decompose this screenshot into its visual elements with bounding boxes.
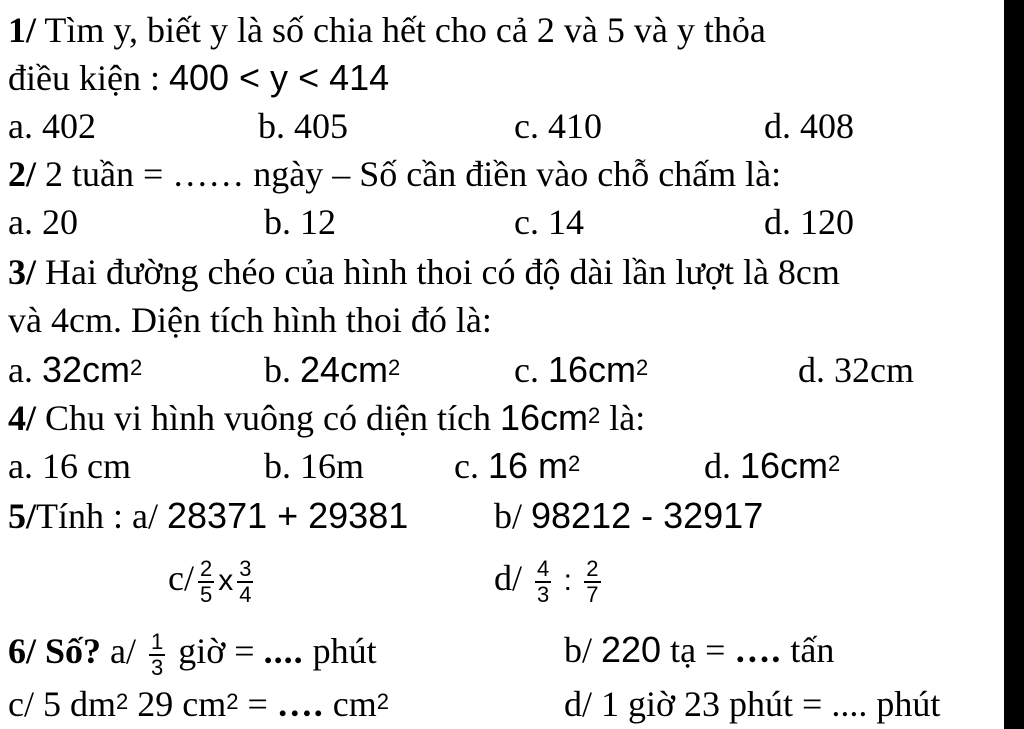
question-1-option-c: c. 410 (514, 106, 602, 146)
question-6-c: c/ 5 $dm^2$ 29 $cm^2$ = …. $cm^2$ (8, 684, 390, 724)
question-3 (8, 250, 840, 294)
question-1 (8, 8, 766, 52)
question-4-option-d: d. $16cm^2$ (704, 445, 841, 486)
question-5-d: d/ $\frac{4}{3}$ : $\frac{2}{7}$ (494, 555, 599, 607)
question-2-option-a: a. 20 (8, 202, 78, 242)
question-4-option-a: a. 16 cm (8, 446, 131, 486)
question-3-option-c: c. $16cm^2$ (514, 349, 649, 390)
question-6: 6/ Số? a/ $\frac{1}{3}$ giờ = .... phút (8, 628, 377, 680)
question-2-option-c: c. 14 (514, 202, 584, 242)
question-1-inequality: 400 < y < 414 (168, 57, 390, 98)
question-4-number: 4/ (8, 398, 37, 438)
question-3-option-d: d. 32cm (798, 350, 914, 390)
question-1-option-a: a. 402 (8, 106, 96, 146)
fraction-2-5: $\frac{2}{5}$ (199, 555, 213, 607)
question-5-b-expression: 98212 - 32917 (531, 495, 764, 536)
question-5: 5/Tính : a/ 28371 + 29381 (8, 495, 409, 536)
fraction-2-7: $\frac{2}{7}$ (586, 555, 599, 607)
question-3-text: Hai đường chéo của hình thoi có độ dài lần lượt là 8cm (36, 252, 840, 292)
question-5-b: b/ 98212 - 32917 (494, 495, 764, 536)
question-2 (8, 152, 781, 196)
question-5-number: 5/ (8, 496, 37, 536)
question-4-area: 16cm (499, 397, 589, 438)
question-1-option-b: b. 405 (258, 106, 348, 146)
question-3-option-b: b. $24cm^2$ (264, 349, 401, 390)
question-6-number: 6/ Số? (8, 631, 102, 671)
question-4-option-b: b. 16m (264, 446, 365, 486)
question-2-text: 2 tuần = …… ngày – Số cần điền vào chỗ chấm là: (36, 154, 782, 194)
question-5-c: c/ $\frac{2}{5}$ x $\frac{3}{4}$ (168, 555, 252, 607)
question-6-b: b/ 220 tạ = …. tấn (564, 629, 835, 670)
question-3-option-a: a. $32cm^2$ (8, 349, 143, 390)
question-3-text-2: và 4cm. Diện tích hình thoi đó là: (8, 300, 492, 340)
question-2-number: 2/ (8, 154, 37, 194)
fraction-1-3: $\frac{1}{3}$ (151, 628, 164, 680)
question-1-option-d: d. 408 (764, 106, 854, 146)
question-4-option-c: c. 16 $m^2$ (454, 445, 581, 486)
question-2-option-d: d. 120 (764, 202, 854, 242)
question-1-number: 1/ (8, 10, 37, 50)
question-4-text: Chu vi hình vuông có diện tích (36, 398, 500, 438)
fraction-4-3: $\frac{4}{3}$ (537, 555, 550, 607)
question-1-text: Tìm y, biết y là số chia hết cho cả 2 và 5 và y thỏa (36, 10, 766, 50)
question-3-number: 3/ (8, 252, 37, 292)
fraction-3-4: $\frac{3}{4}$ (239, 555, 252, 607)
question-1-text-2: điều kiện : (8, 58, 169, 98)
question-1-condition (8, 56, 389, 100)
question-4: 4/ Chu vi hình vuông có diện tích $16cm^2$ là: (8, 397, 646, 438)
question-2-option-b: b. 12 (264, 202, 336, 242)
question-5-a-expression: 28371 + 29381 (167, 495, 409, 536)
question-6-d: d/ 1 giờ 23 phút = .... phút (564, 684, 941, 724)
